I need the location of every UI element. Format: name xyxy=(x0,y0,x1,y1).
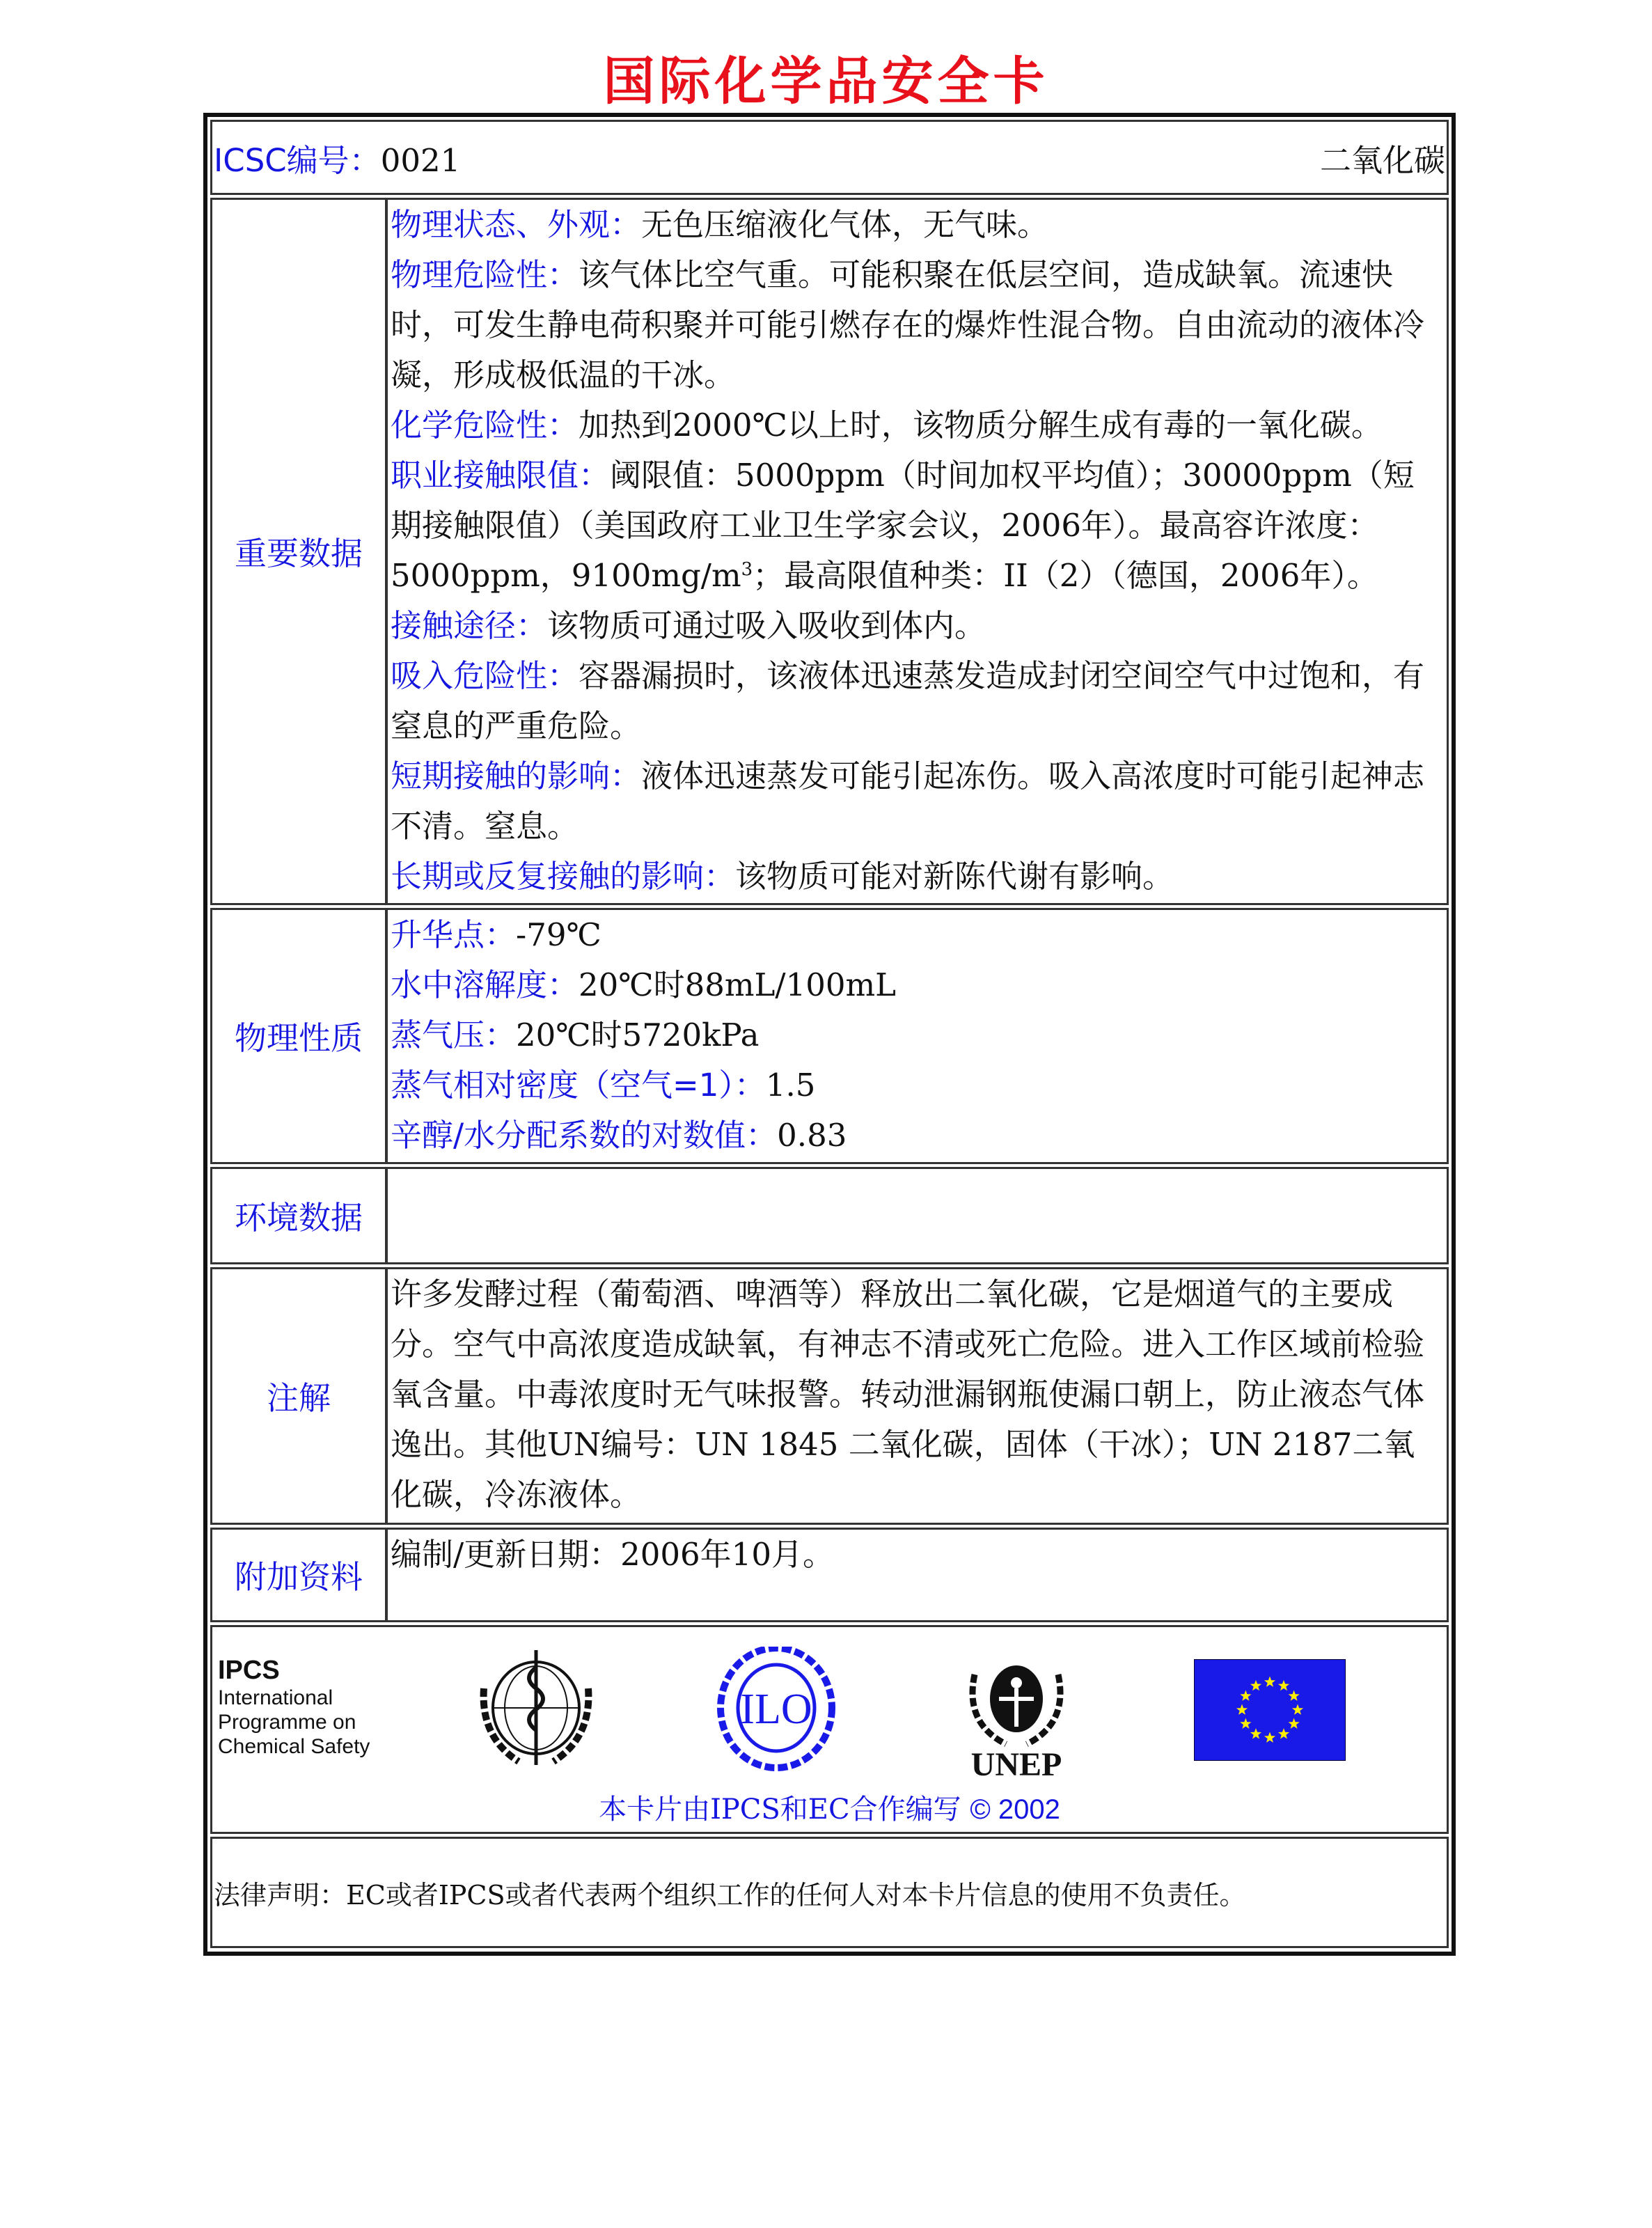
icsc-label: ICSC编号： xyxy=(214,141,381,179)
ipcs-title: IPCS xyxy=(218,1656,280,1685)
section-label: 环境数据 xyxy=(212,1169,388,1262)
notes-section xyxy=(210,1267,1449,1525)
item-key: 吸入危险性： xyxy=(391,657,579,694)
data-item xyxy=(391,200,1444,250)
ipcs-block xyxy=(218,1655,370,1759)
svg-text:ILO: ILO xyxy=(740,1686,812,1733)
data-item xyxy=(391,400,1444,450)
data-item xyxy=(391,1060,1444,1111)
data-item xyxy=(391,1010,1444,1060)
legal-text: EC或者IPCS或者代表两个组织工作的任何人对本卡片信息的使用不负责任。 xyxy=(346,1880,1246,1911)
footer-logos xyxy=(210,1625,1449,1834)
item-value: 1.5 xyxy=(765,1067,816,1104)
svg-text:UNEP: UNEP xyxy=(970,1746,1062,1779)
eu-flag-icon xyxy=(1194,1659,1346,1761)
item-key: 接触途径： xyxy=(391,607,548,644)
item-key: 蒸气压： xyxy=(391,1017,517,1053)
card-header xyxy=(210,120,1449,195)
copyright: © 2002 xyxy=(970,1794,1060,1825)
important-data-section xyxy=(210,198,1449,905)
credit-line xyxy=(212,1787,1447,1827)
ipcs-line: International xyxy=(218,1686,333,1709)
credit-text: 本卡片由IPCS和EC合作编写 xyxy=(599,1794,961,1826)
item-key: 升华点： xyxy=(391,916,517,953)
legal-section xyxy=(210,1837,1449,1948)
data-item xyxy=(391,910,1444,960)
item-value: 容器漏损时，该液体迅速蒸发造成封闭空间空气中过饱和，有窒息的严重危险。 xyxy=(391,657,1425,744)
item-key: 化学危险性： xyxy=(391,407,579,444)
unep-logo-icon xyxy=(950,1647,1083,1779)
item-key: 辛醇/水分配系数的对数值： xyxy=(391,1117,778,1154)
ipcs-line: Chemical Safety xyxy=(218,1735,370,1758)
data-item xyxy=(391,601,1444,651)
data-item xyxy=(391,960,1444,1010)
data-item xyxy=(391,1111,1444,1161)
section-label: 重要数据 xyxy=(212,200,388,903)
additional-section xyxy=(210,1528,1449,1622)
item-value: ；最高限值种类：II（2）（德国，2006年）。 xyxy=(753,557,1378,594)
section-label: 注解 xyxy=(212,1269,388,1523)
icsc-number: 0021 xyxy=(380,141,461,179)
substance-name: 二氧化碳 xyxy=(1319,141,1445,179)
item-value: -79℃ xyxy=(516,916,601,953)
environment-section xyxy=(210,1167,1449,1264)
item-key: 水中溶解度： xyxy=(391,966,579,1003)
item-value: 20℃时5720kPa xyxy=(516,1017,760,1053)
item-key: 物理状态、外观： xyxy=(391,206,642,243)
section-label: 物理性质 xyxy=(212,910,388,1162)
who-logo-icon xyxy=(470,1647,602,1772)
item-key: 蒸气相对密度（空气=1）： xyxy=(391,1067,766,1104)
superscript: 3 xyxy=(741,559,753,580)
item-value: 该物质可能对新陈代谢有影响。 xyxy=(735,858,1174,895)
physical-properties-section xyxy=(210,908,1449,1164)
item-value: 液体迅速蒸发可能引起冻伤。吸入高浓度时可能引起神志不清。窒息。 xyxy=(391,758,1425,845)
data-item xyxy=(391,852,1444,902)
item-value: 阈限值：5000ppm（时间加权平均值）；30000ppm（短期接触限值）（美国政府工业卫生学家会议，2006年）。最高容许浓度：5000ppm，9100mg/m xyxy=(391,457,1415,594)
data-item xyxy=(391,250,1444,400)
item-value: 20℃时88mL/100mL xyxy=(579,966,897,1003)
safety-card xyxy=(203,113,1456,1956)
item-key: 物理危险性： xyxy=(391,256,579,293)
item-value: 无色压缩液化气体，无气味。 xyxy=(641,206,1049,243)
item-value: 该气体比空气重。可能积聚在低层空间，造成缺氧。流速快时，可发生静电荷积聚并可能引燃存在的爆炸性混合物。自由流动的液体冷凝，形成极低温的干冰。 xyxy=(391,256,1425,393)
ipcs-line: Programme on xyxy=(218,1711,356,1734)
section-label: 附加资料 xyxy=(212,1530,388,1620)
data-item xyxy=(391,651,1444,751)
data-item xyxy=(391,450,1444,601)
page-title: 国际化学品安全卡 xyxy=(603,52,1049,111)
data-item xyxy=(391,751,1444,852)
environment-content xyxy=(388,1169,1447,1262)
item-key: 长期或反复接触的影响： xyxy=(391,858,736,895)
item-value: 加热到2000℃以上时，该物质分解生成有毒的一氧化碳。 xyxy=(579,407,1383,444)
item-key: 短期接触的影响： xyxy=(391,758,642,794)
additional-text: 编制/更新日期：2006年10月。 xyxy=(391,1536,834,1573)
item-value: 该物质可通过吸入吸收到体内。 xyxy=(547,607,986,644)
item-value: 0.83 xyxy=(777,1117,847,1154)
ilo-logo-icon xyxy=(710,1647,842,1772)
legal-label: 法律声明： xyxy=(214,1880,347,1911)
item-key: 职业接触限值： xyxy=(391,457,611,494)
notes-text: 许多发酵过程（葡萄酒、啤酒等）释放出二氧化碳，它是烟道气的主要成分。空气中高浓度造成缺氧，有神志不清或死亡危险。进入工作区域前检验氧含量。中毒浓度时无气味报警。转动泄漏钢瓶使漏口朝上，防止液态气体逸出。其他UN编号：UN 1845 二氧化碳，固体（干冰）；UN 2187二氧化碳，冷冻液体。 xyxy=(391,1276,1425,1513)
